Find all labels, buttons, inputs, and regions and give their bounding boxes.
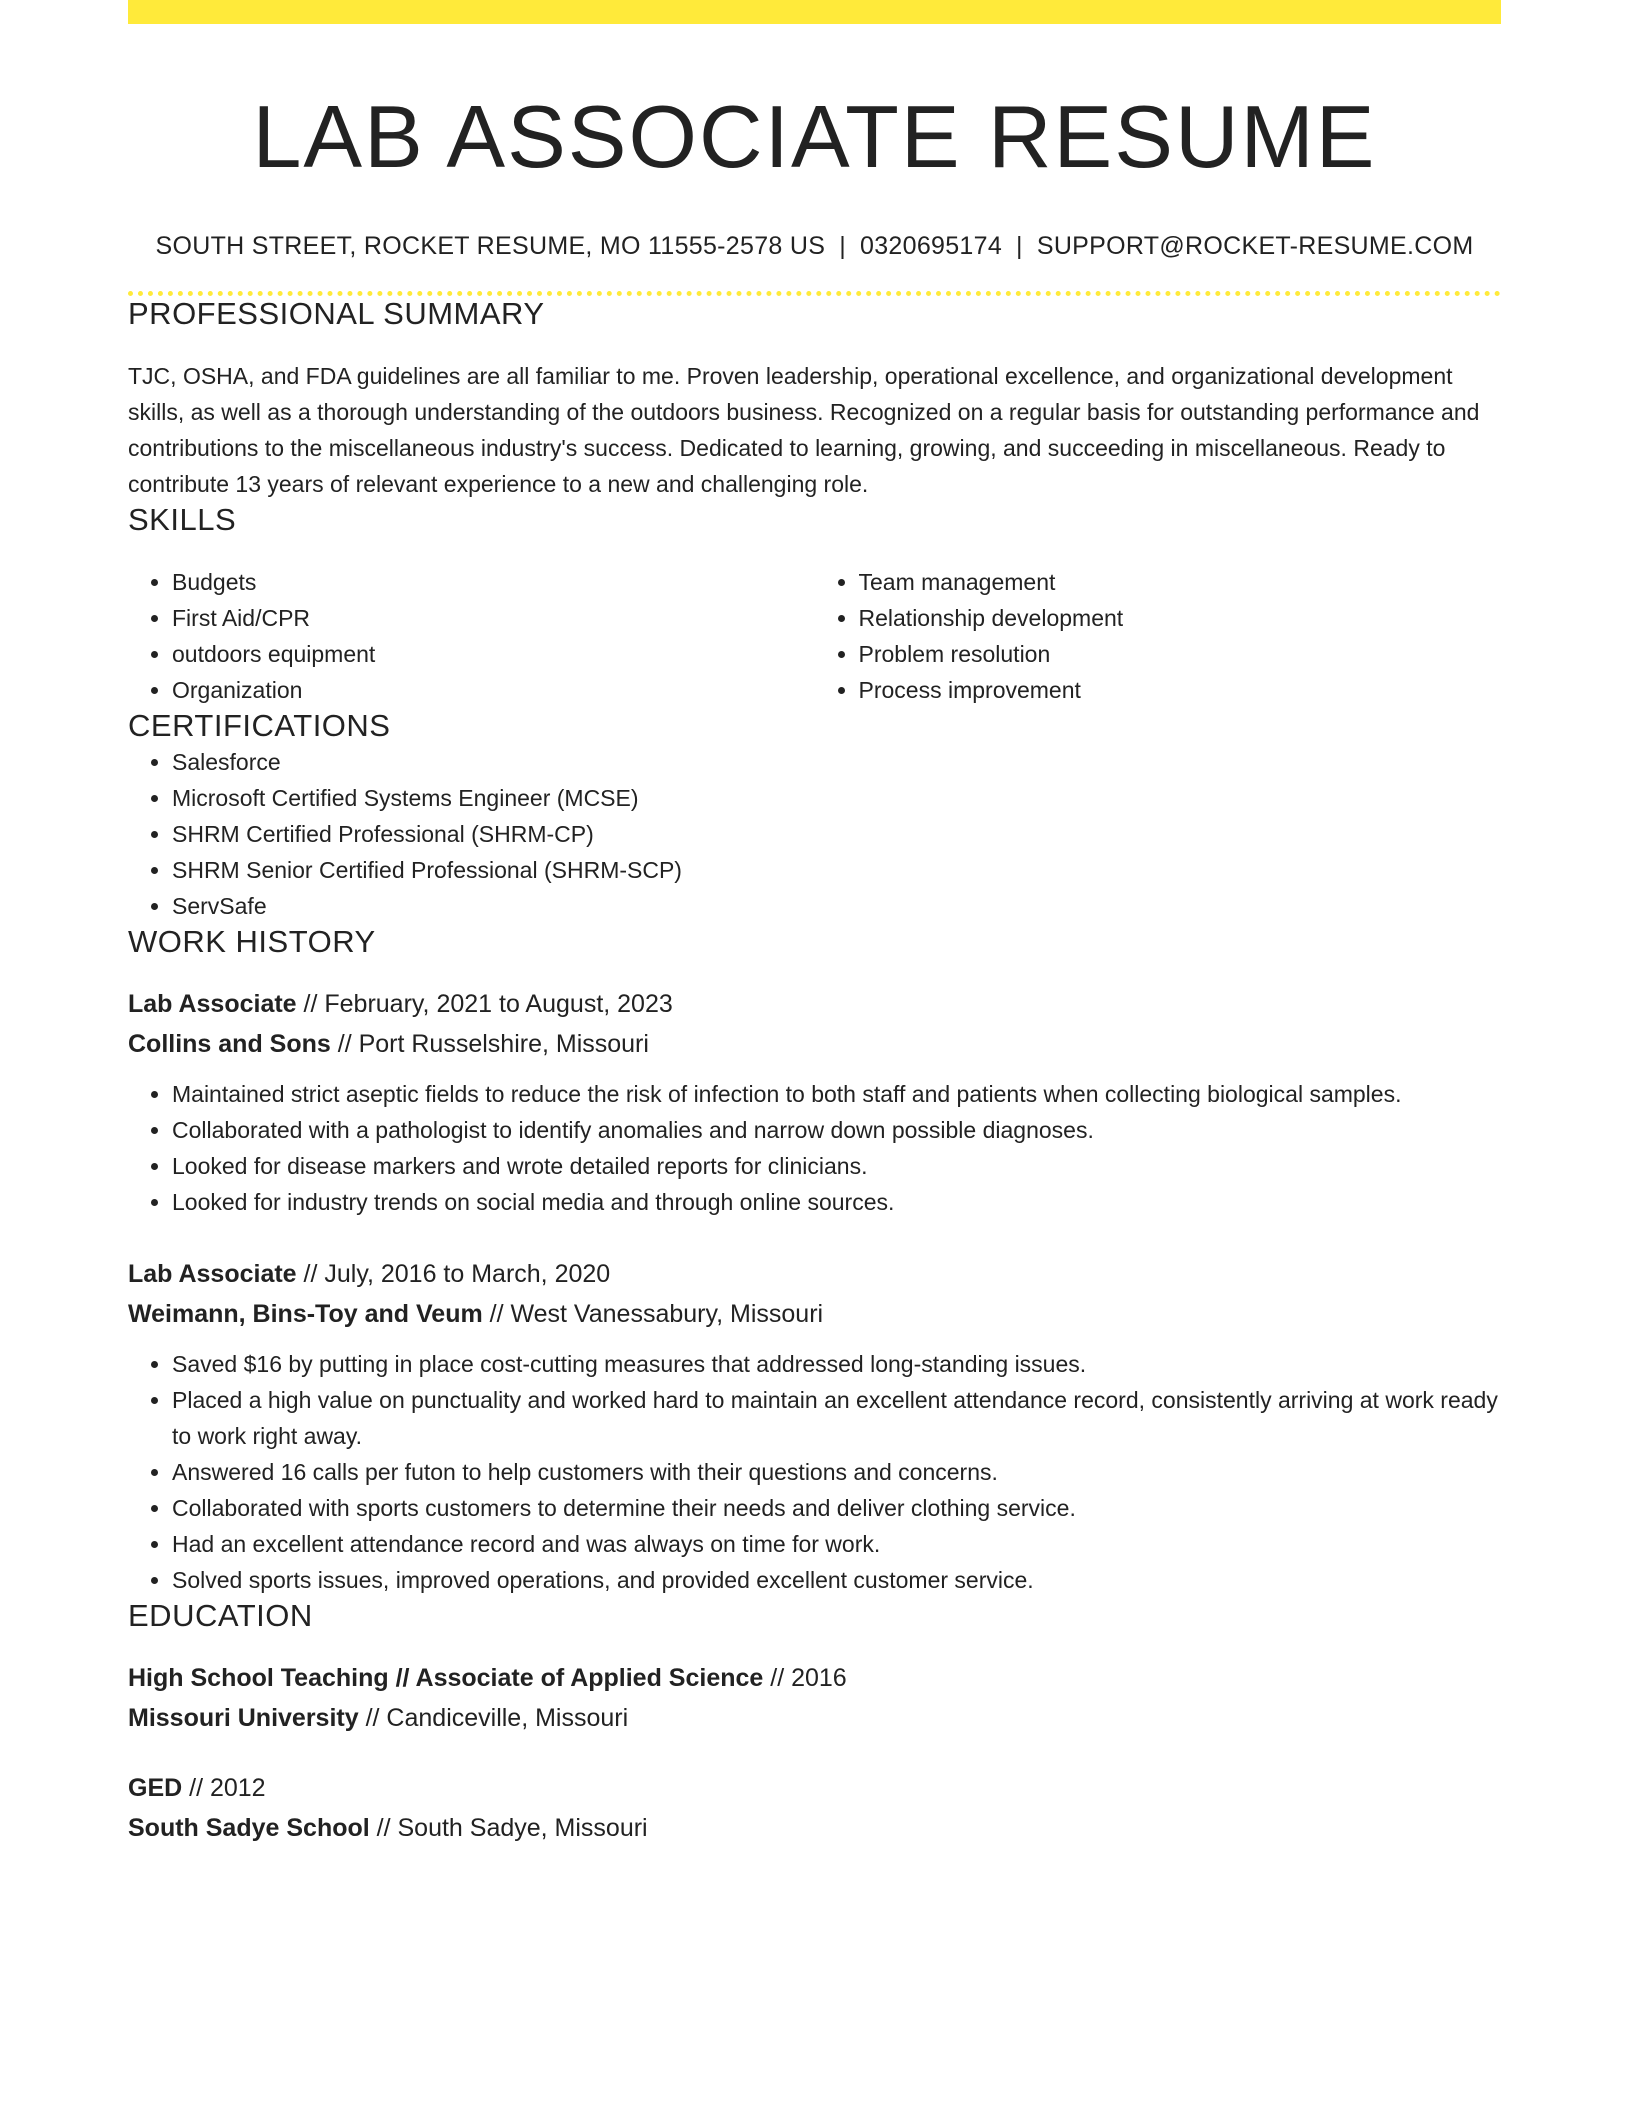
job-entry — [128, 984, 1501, 1220]
section-heading-skills: SKILLS — [128, 501, 237, 537]
job-bullet: • Had an excellent attendance record and was always on time for work. — [172, 1526, 1501, 1562]
education-school: South Sadye School — [128, 1813, 370, 1842]
skills-list-left — [128, 564, 815, 708]
job-bullet: • Looked for industry trends on social media and through online sources. — [172, 1184, 1501, 1220]
skill-item: • Problem resolution — [859, 636, 1502, 672]
job-bullet: • Answered 16 calls per futon to help customers with their questions and concerns. — [172, 1454, 1501, 1490]
contact-separator: | — [839, 231, 846, 260]
job-title: Lab Associate — [128, 989, 297, 1018]
job-location: // West Vanessabury, Missouri — [482, 1299, 824, 1328]
resume-page — [128, 0, 1501, 1848]
job-bullet: • Placed a high value on punctuality and worked hard to maintain an excellent attendance record, consistently arriving at work ready to work right away. — [172, 1382, 1501, 1454]
section-heading-certifications: CERTIFICATIONS — [128, 707, 391, 743]
job-bullets — [128, 1346, 1501, 1598]
skill-item: • Relationship development — [859, 600, 1502, 636]
job-company: Collins and Sons — [128, 1029, 331, 1058]
certifications-list — [128, 744, 1501, 924]
summary-text: TJC, OSHA, and FDA guidelines are all familiar to me. Proven leadership, operational excellence, and organizational development skills, as well as a thorough understanding of the outdoors business. Recognized on a regular basis for outstanding performance and contributions to the miscellaneous industry's success. Dedicated to learning, growing, and succeeding in miscellaneous. Ready to contribute 13 years of relevant experience to a new and challenging role. — [128, 362, 1480, 497]
education-location: // Candiceville, Missouri — [358, 1703, 629, 1732]
job-dates: // February, 2021 to August, 2023 — [296, 989, 673, 1018]
job-title-line — [128, 1254, 1501, 1294]
contact-email: SUPPORT@ROCKET-RESUME.COM — [1036, 231, 1474, 260]
certification-item: • SHRM Certified Professional (SHRM-CP) — [172, 816, 1501, 852]
contact-separator: | — [1016, 231, 1023, 260]
skill-item: • Team management — [859, 564, 1502, 600]
job-bullet: • Saved $16 by putting in place cost-cutting measures that addressed long-standing issues. — [172, 1346, 1501, 1382]
education-degree-line — [128, 1768, 1501, 1808]
skill-item: • Budgets — [172, 564, 815, 600]
certification-item: • Microsoft Certified Systems Engineer (MCSE) — [172, 780, 1501, 816]
job-bullet: • Solved sports issues, improved operations, and provided excellent customer service. — [172, 1562, 1501, 1598]
accent-top-bar — [128, 0, 1501, 24]
job-company-line — [128, 1024, 1501, 1064]
skills-columns — [128, 564, 1501, 708]
resume-title: LAB ASSOCIATE RESUME — [252, 87, 1377, 186]
education-school-line — [128, 1808, 1501, 1848]
education-year: // 2012 — [182, 1773, 266, 1802]
job-bullet: • Maintained strict aseptic fields to reduce the risk of infection to both staff and patients when collecting biological samples. — [172, 1076, 1501, 1112]
certification-item: • ServSafe — [172, 888, 1501, 924]
contact-address: SOUTH STREET, ROCKET RESUME, MO 11555-2578 US — [155, 231, 826, 260]
skill-item: • outdoors equipment — [172, 636, 815, 672]
job-bullet: • Collaborated with sports customers to determine their needs and deliver clothing service. — [172, 1490, 1501, 1526]
job-dates: // July, 2016 to March, 2020 — [296, 1259, 611, 1288]
job-company-line — [128, 1294, 1501, 1334]
contact-phone: 0320695174 — [860, 231, 1003, 260]
job-bullets — [128, 1076, 1501, 1220]
section-heading-education: EDUCATION — [128, 1597, 313, 1633]
job-bullet: • Looked for disease markers and wrote detailed reports for clinicians. — [172, 1148, 1501, 1184]
section-heading-work-history: WORK HISTORY — [128, 923, 376, 959]
education-year: // 2016 — [763, 1663, 847, 1692]
job-location: // Port Russelshire, Missouri — [330, 1029, 649, 1058]
education-degree-line — [128, 1658, 1501, 1698]
certification-item: • SHRM Senior Certified Professional (SHRM-SCP) — [172, 852, 1501, 888]
job-title: Lab Associate — [128, 1259, 297, 1288]
education-school: Missouri University — [128, 1703, 359, 1732]
skill-item: • Organization — [172, 672, 815, 708]
certification-item: • Salesforce — [172, 744, 1501, 780]
skill-item: • First Aid/CPR — [172, 600, 815, 636]
education-location: // South Sadye, Missouri — [369, 1813, 648, 1842]
job-title-line — [128, 984, 1501, 1024]
job-bullet: • Collaborated with a pathologist to identify anomalies and narrow down possible diagnoses. — [172, 1112, 1501, 1148]
education-degree: High School Teaching // Associate of Applied Science — [128, 1663, 764, 1692]
skills-list-right — [815, 564, 1502, 708]
contact-line — [128, 232, 1501, 261]
job-company: Weimann, Bins-Toy and Veum — [128, 1299, 483, 1328]
education-entry — [128, 1658, 1501, 1738]
skill-item: • Process improvement — [859, 672, 1502, 708]
education-school-line — [128, 1698, 1501, 1738]
section-heading-summary: PROFESSIONAL SUMMARY — [128, 295, 545, 331]
education-entry — [128, 1768, 1501, 1848]
education-degree: GED — [128, 1773, 183, 1802]
job-entry — [128, 1254, 1501, 1598]
